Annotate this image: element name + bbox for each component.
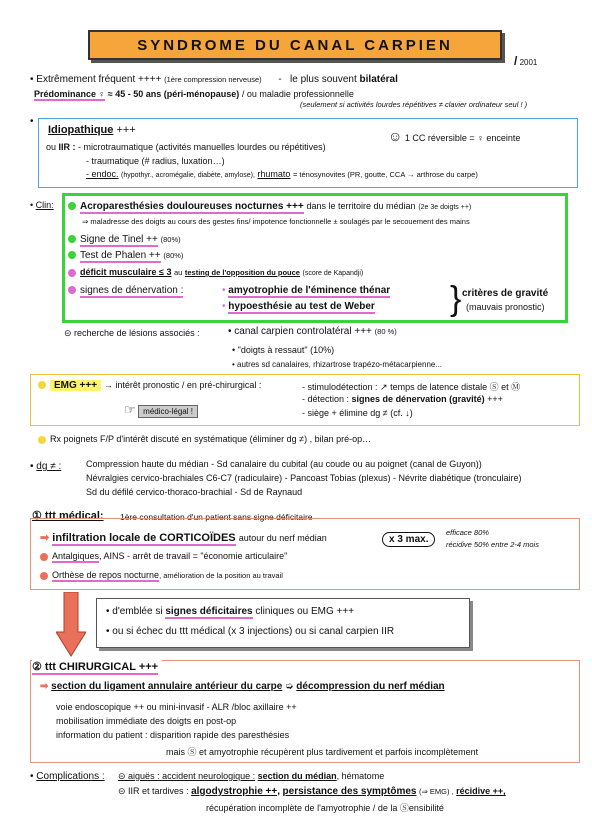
- endocrine: - endoc. (hypothyr., acromégalie, diabète, amylose), rhumato = ténosynovites (PR, goutte, CCA → arthrose du carpe): [86, 169, 478, 179]
- brace: }: [450, 280, 462, 318]
- gravity-criteria: critères de gravité: [462, 288, 549, 299]
- detection: - détection : signes de dénervation (gravité) +++: [302, 394, 503, 404]
- patient-info: information du patient : disparition rapide des paresthésies: [56, 730, 290, 740]
- first-consult: 1ère consultation d'un patient sans signe déficitaire: [120, 512, 313, 522]
- weber-hypoesthesia: • hypoesthésie au test de Weber: [222, 301, 375, 312]
- indication-1: • d'emblée si signes déficitaires cliniques ou EMG +++: [106, 606, 355, 617]
- xray: Rx poignets F/P d'intérêt discuté en systématique (éliminer dg ≠) , bilan pré-op…: [38, 434, 371, 444]
- line-professional-note: (seulement si activités lourdes répétitives ≠ clavier ordinateur seul ! ): [300, 100, 528, 109]
- bullet: •: [30, 116, 34, 127]
- associated-search: ⊝ recherche de lésions associés :: [64, 328, 200, 338]
- person-icon: ☺: [388, 128, 403, 144]
- dg-row1: Compression haute du médian - Sd canalaire du cubital (au coude ou au poignet (canal de Guyon)): [86, 459, 482, 469]
- ligament-section: ➡ section du ligament annulaire antérieur du carpe ➭ décompression du nerf médian: [40, 681, 445, 692]
- legal: ☞ médico-légal !: [124, 402, 198, 418]
- tinel-sign: Signe de Tinel ++ (80%): [68, 234, 181, 245]
- year: / 2001: [514, 54, 538, 68]
- denervation: signes de dénervation :: [68, 285, 183, 296]
- idiopathic: Idiopathique +++: [48, 124, 136, 136]
- surgical-title: ② ttt CHIRURGICAL +++: [32, 660, 162, 673]
- incomplete-recovery: récupération incomplète de l'amyotrophie / de la Ⓢensibilité: [206, 803, 444, 813]
- trigger-finger: • "doigts à ressaut" (10%): [232, 345, 335, 355]
- dg-row2: Névralgies cervico-brachiales C6-C7 (radiculaire) - Pancoast Tobias (plexus) - Névrite diabétique (tronculaire): [86, 473, 522, 483]
- thenar-amyotrophy: • amyotrophie de l'éminence thénar: [222, 285, 391, 296]
- phalen-test: Test de Phalen ++ (80%): [68, 250, 183, 261]
- pointing-hand-icon: ☞: [124, 402, 136, 417]
- late-recovery: mais Ⓢ et amyotrophie récupèrent plus tardivement et parfois incomplètement: [166, 747, 479, 757]
- acroparesthesia: Acroparesthésies douloureuses nocturnes +++ dans le territoire du médian (2e 3e doigts ++): [68, 201, 471, 212]
- acroparesthesia-detail: ⇒ maladresse des doigts au cours des gestes fins/ impotence fonctionnelle ± soulagés par le secouement des mains: [82, 217, 470, 226]
- page-title: SYNDROME DU CANAL CARPIEN: [88, 30, 502, 60]
- traumatic: - traumatique (# radius, luxation…): [86, 156, 225, 166]
- bad-prognosis: (mauvais pronostic): [466, 302, 545, 312]
- site: - siège + élimine dg ≠ (cf. ↓): [302, 408, 413, 418]
- infiltration: ➡ infiltration locale de CORTICOÏDES autour du nerf médian: [40, 532, 327, 544]
- secondary-causes: ou IIR : - microtraumatique (activités manuelles lourdes ou répétitives): [46, 142, 326, 152]
- endoscopic: voie endoscopique ++ ou mini-invasif - ALR /bloc axillaire ++: [56, 702, 297, 712]
- emg: EMG +++ → intérêt pronostic / en pré-chirurgical :: [38, 380, 261, 391]
- line-frequency: • Extrêmement fréquent ++++ (1ère compression nerveuse) - le plus souvent bilatéral: [30, 74, 398, 85]
- stimulodetection: - stimulodétection : ↗ temps de latence distale Ⓢ et Ⓜ: [302, 382, 521, 392]
- max-injections: x 3 max.: [382, 532, 435, 547]
- indication-2: • ou si échec du ttt médical (x 3 injections) ou si canal carpien IIR: [106, 626, 395, 637]
- dg-label: • dg ≠ :: [30, 461, 62, 472]
- orthesis: Orthèse de repos nocturne, amélioration de la position au travail: [40, 570, 283, 580]
- pregnancy-note: ☺ 1 CC réversible = ♀ enceinte: [388, 128, 521, 144]
- recurrence: récidive 50% entre 2-4 mois: [446, 540, 539, 549]
- muscle-deficit: déficit musculaire ≤ 3 au testing de l'opposition du pouce (score de Kapandji): [68, 267, 363, 277]
- complications-label: • Complications :: [30, 771, 105, 782]
- medical-treatment-title: ① ttt médical:: [32, 510, 104, 522]
- late-complications: ⊝ IIR et tardives : algodystrophie ++, persistance des symptômes (⇒ EMG) , récidive ++,: [118, 786, 506, 797]
- mobilisation: mobilisation immédiate des doigts en post-op: [56, 716, 237, 726]
- efficacy: efficace 80%: [446, 528, 489, 537]
- acute-complications: ⊝ aiguës : accident neurologique : section du médian, hématome: [118, 771, 385, 781]
- clin-label: • Clin:: [30, 200, 54, 210]
- line-predominance: Prédominance ♀ ≈ 45 - 50 ans (péri-ménopause) / ou maladie professionnelle: [34, 89, 354, 99]
- dg-row3: Sd du défilé cervico-thoraco-brachial - Sd de Raynaud: [86, 487, 303, 497]
- analgesics: Antalgiques, AINS - arrêt de travail = "économie articulaire": [40, 551, 287, 561]
- other-syndromes: • autres sd canalaires, rhizartrose trapézo-métacarpienne...: [232, 360, 443, 369]
- down-arrow-icon: [56, 592, 86, 658]
- contralateral: • canal carpien controlatéral +++ (80 %): [228, 326, 397, 337]
